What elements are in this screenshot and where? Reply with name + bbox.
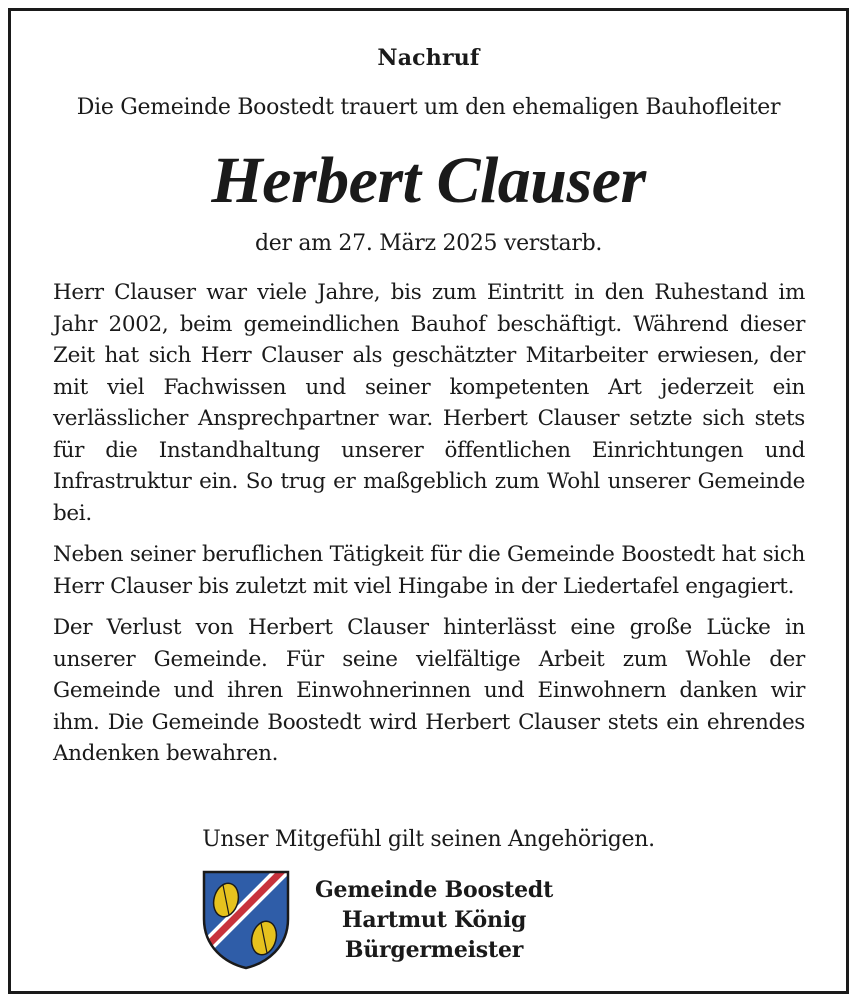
death-date-line: der am 27. März 2025 verstarb. [254, 231, 603, 256]
signature-block [289, 875, 579, 965]
obituary-notice [8, 8, 849, 994]
mayor-title: Bürgermeister [344, 937, 524, 963]
notice-body [53, 277, 805, 780]
body-paragraph: Der Verlust von Herbert Clauser hinterlässt eine große Lücke in unserer Gemeinde. Für seine vielfältige Arbeit zum Wohle der Gemeinde und ihren Einwohnerinnen und Einwohnern danken wir ihm. Die Gemeinde Boostedt wird Herbert Clauser stets ein ehrendes Andenken bewahren. [53, 615, 805, 766]
notice-intro: Die Gemeinde Boostedt trauert um den ehemaligen Bauhofleiter [76, 95, 781, 120]
condolence-line: Unser Mitgefühl gilt seinen Angehörigen. [202, 827, 655, 852]
mayor-name: Hartmut König [341, 907, 527, 933]
deceased-name: Herbert Clauser [211, 144, 646, 217]
body-paragraph: Herr Clauser war viele Jahre, bis zum Eintritt in den Ruhestand im Jahr 2002, beim gemeindlichen Bauhof beschäftigt. Während dieser Zeit hat sich Herr Clauser als geschätzter Mitarbeiter erwiesen, der mit viel Fachwissen und seiner kompetenten Art jederzeit ein verlässlicher Ansprechpartner war. Herbert Clauser setzte sich stets für die Instandhaltung unserer öffentlichen Einrichtungen und Infrastruktur ein. So trug er maßgeblich zum Wohl unserer Gemeinde bei. [53, 280, 805, 526]
municipality-name: Gemeinde Boostedt [314, 877, 554, 903]
body-paragraph: Neben seiner beruflichen Tätigkeit für die Gemeinde Boostedt hat sich Herr Clauser bis zuletzt mit viel Hingabe in der Liedertafel engagiert. [53, 542, 805, 599]
notice-heading: Nachruf [377, 45, 480, 71]
coat-of-arms-icon [201, 869, 291, 971]
